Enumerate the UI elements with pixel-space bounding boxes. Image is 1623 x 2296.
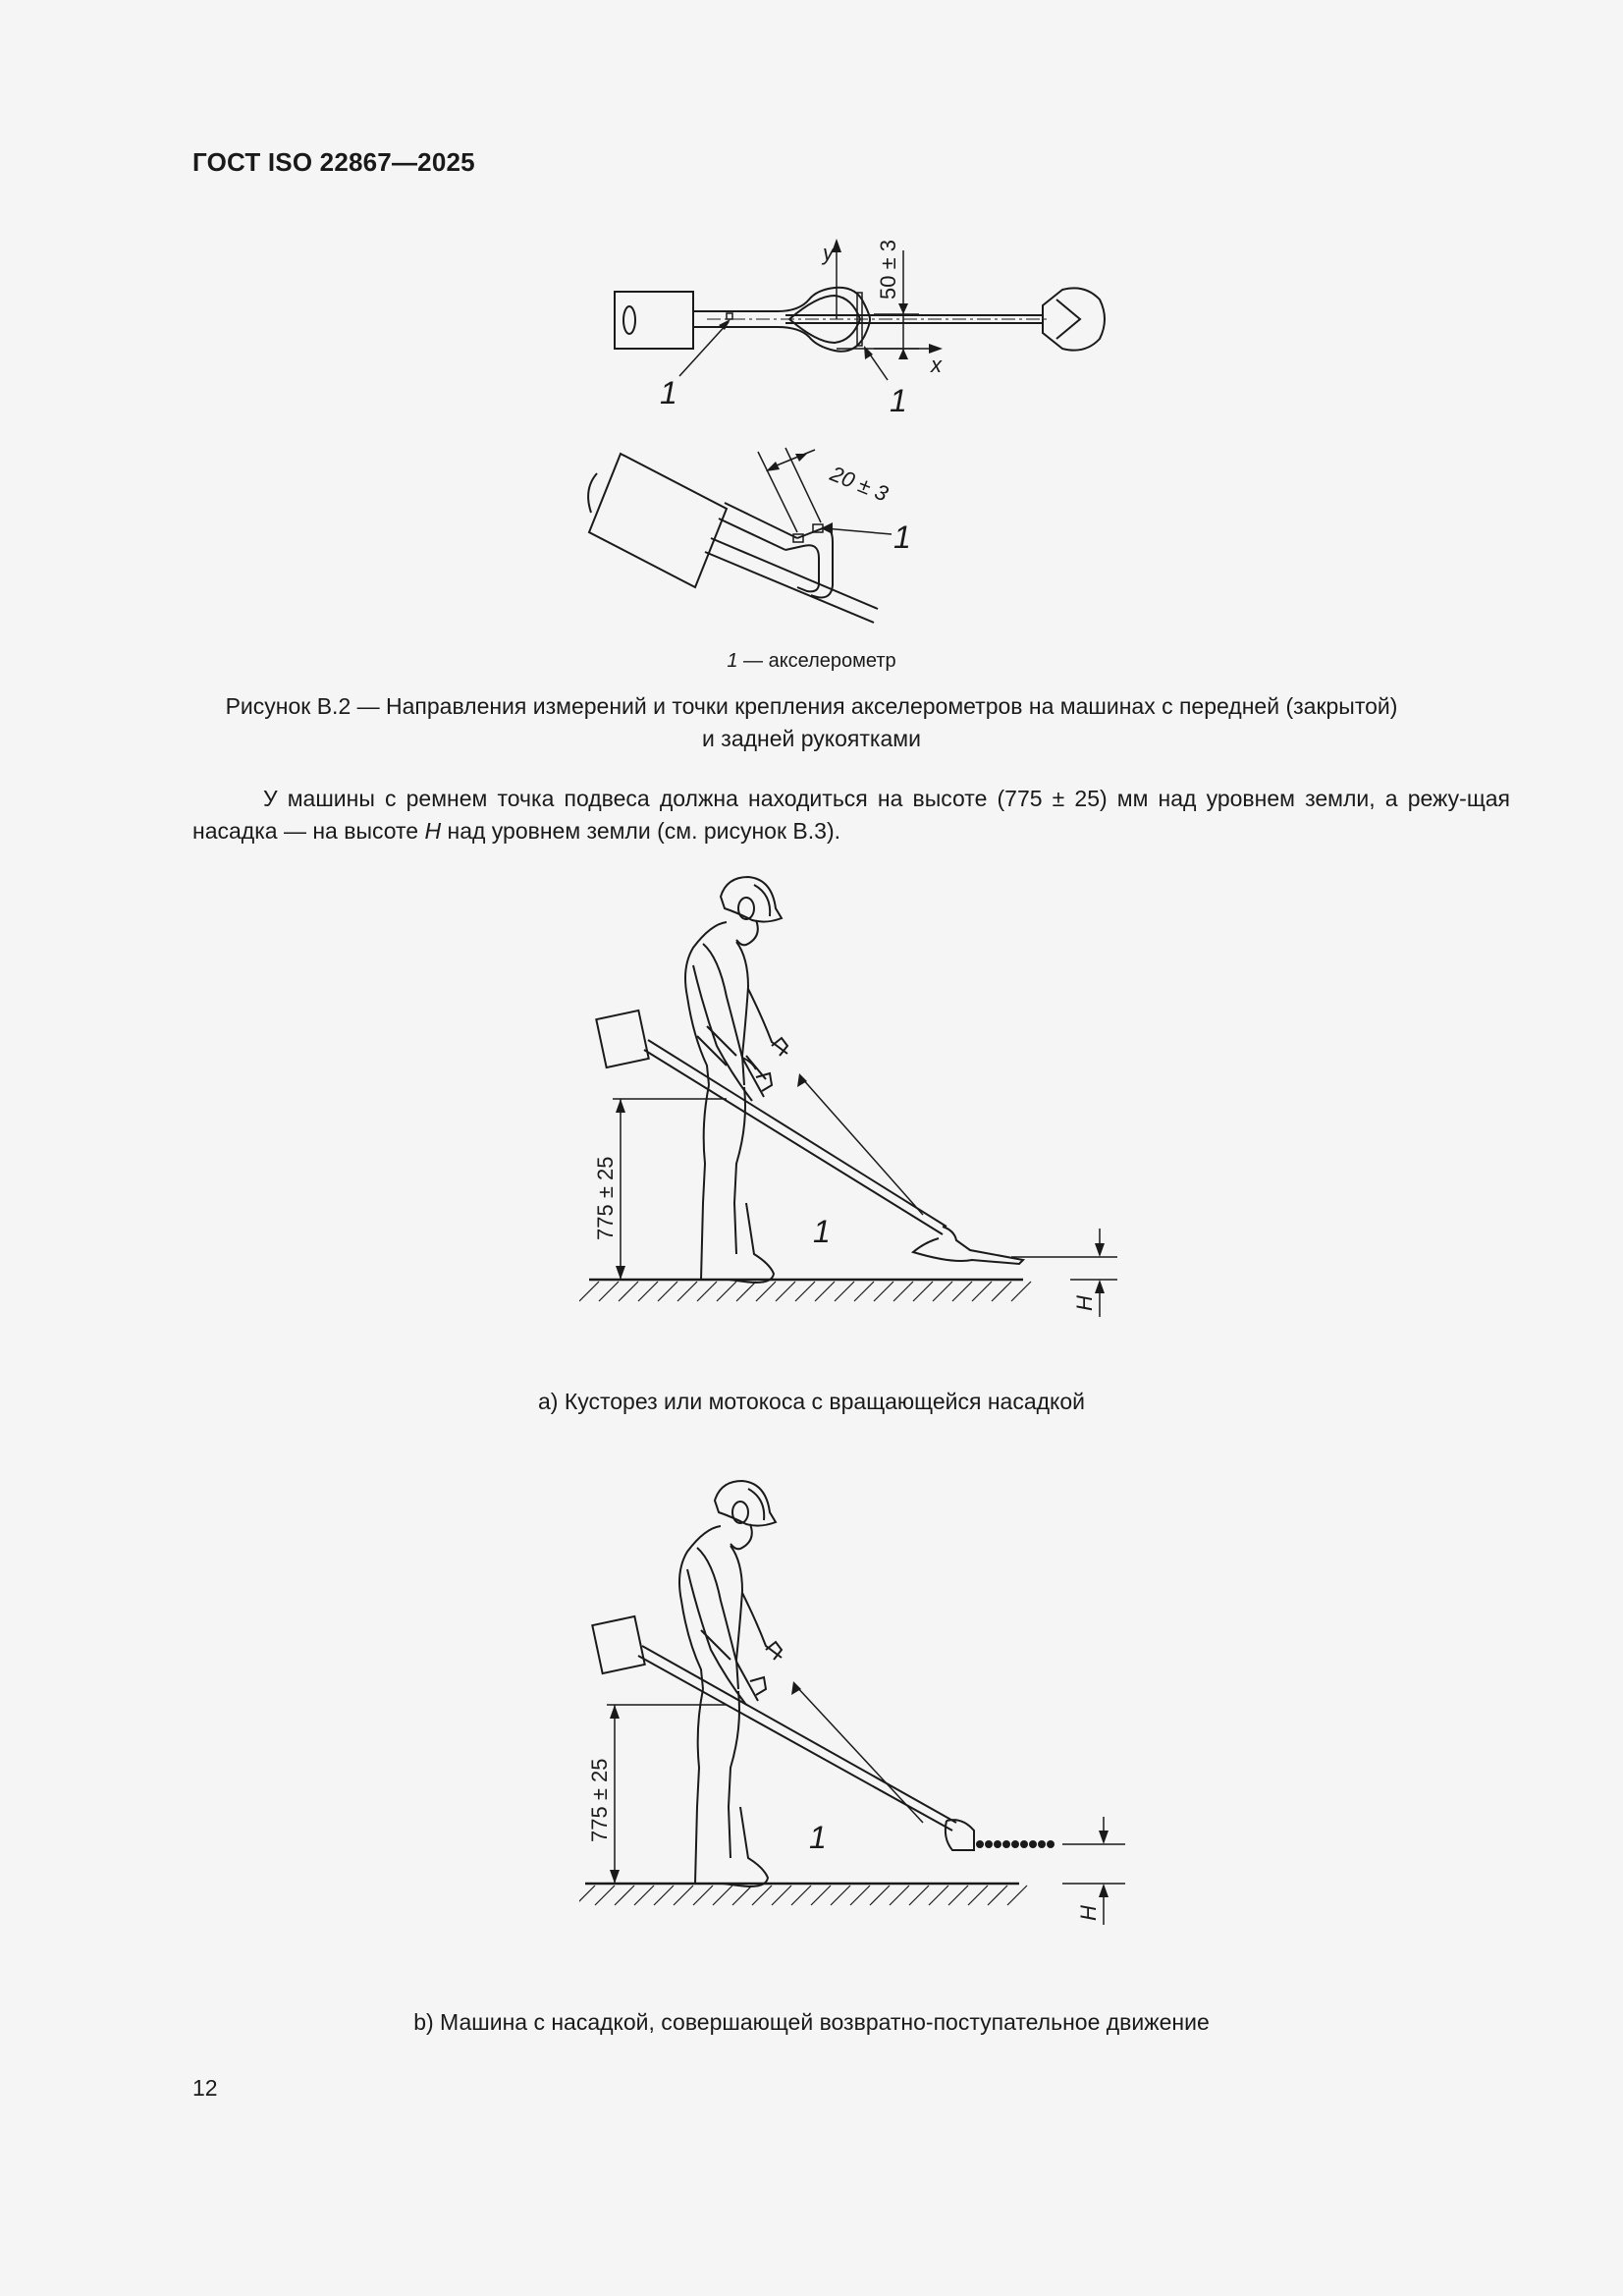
figure-legend [0,650,1623,673]
engine-block [615,292,693,349]
engine-box-b [592,1616,644,1673]
engine-box [596,1011,648,1067]
dimension-20: 20 ± 3 [827,461,893,507]
dimension-775-a: 775 ± 25 [593,1156,618,1240]
page-number: 12 [192,2075,218,2101]
document-header: ГОСТ ISO 22867—2025 [192,147,475,177]
callout-1-left: 1 [660,375,677,410]
legend-number: 1 [727,650,738,672]
figure-b-illustration [579,1473,1129,1944]
engine-block-side [589,454,727,587]
reciprocating-cutter [976,1840,1055,1848]
ground-hatching [579,1282,1031,1301]
figure-a-caption: а) Кусторез или мотокоса с вращающейся насадкой [538,1389,1085,1414]
caption-line-1: Рисунок В.2 — Направления измерений и точки крепления акселерометров на машинах с передней (закрытой) [225,693,1398,719]
figure-b2-top-view [589,221,1139,427]
dimension-775-b: 775 ± 25 [587,1758,612,1842]
height-label-a: H [1072,1295,1097,1311]
figure-b2-side-view [579,440,933,636]
figure-a-illustration [579,869,1129,1331]
legend-text: — акселерометр [737,650,896,672]
callout-1-a: 1 [813,1214,831,1249]
body-paragraph: У машины с ремнем точка подвеса должна находиться на высоте (775 ± 25) мм над уровнем земли, а режу-щая насадка — на высоте H над уровнем земли (см. рисунок В.3). [192,786,1510,844]
caption-line-2: и задней рукоятками [702,726,921,751]
figure-b2-caption [196,690,1427,755]
dimension-50: 50 ± 3 [876,239,900,300]
figure-b-caption: b) Машина с насадкой, совершающей возвратно-поступательное движение [413,2009,1210,2035]
axis-y-label: y [823,241,834,265]
callout-1-b: 1 [809,1820,827,1855]
callout-1-side: 1 [893,519,911,555]
ground-hatching-b [579,1886,1027,1905]
callout-1-right: 1 [890,383,907,418]
height-label-b: H [1076,1905,1101,1921]
axis-x-label: x [931,353,942,377]
